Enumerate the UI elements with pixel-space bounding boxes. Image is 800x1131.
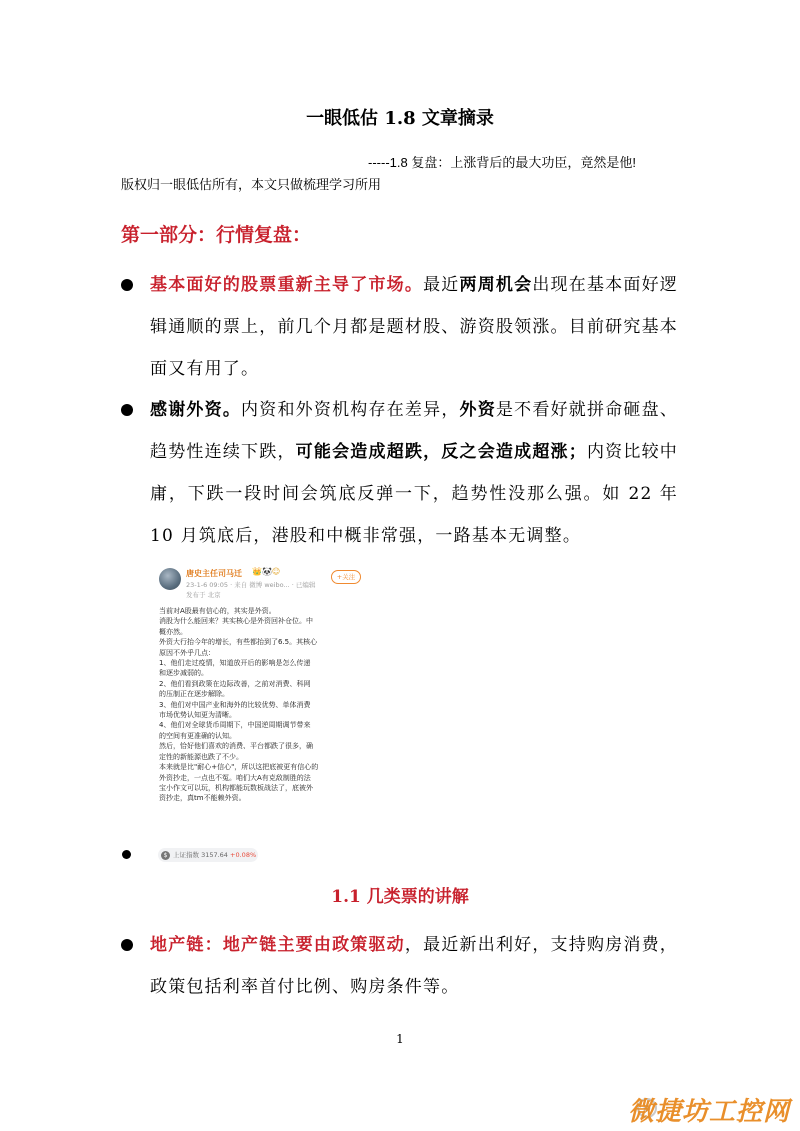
bullet-text: ，最近新出利好，支持购房消费，政策包括利率首付比例、购房条件等。 (150, 935, 678, 997)
watermark: 微捷坊工控网 (627, 1097, 790, 1127)
weibo-text-line: 1、他们走过疫情，知道放开后的影响是怎么传递 (159, 659, 311, 668)
weibo-text-line: 4、他们对全球货币周期下，中国逆周期调节带来 (159, 721, 311, 730)
stock-coin-icon: $ (161, 851, 170, 860)
section-heading: 第一部分：行情复盘： (121, 224, 312, 246)
bullet-dot (121, 279, 133, 291)
bullet-dot (122, 850, 131, 859)
bullet-dot (121, 939, 133, 951)
weibo-text-line: 本来就是比"耐心+信心"，所以这把底被更有信心的 (159, 763, 319, 772)
bullet-text: 内资比较中庸，下跌一段时间会筑底反弹一下，趋势性没那么强。如 22 年 10 月筑底后，港股和中概非常强，一路基本无调整。 (150, 442, 679, 546)
avatar (159, 568, 181, 590)
weibo-post-body (159, 606, 369, 804)
weibo-text-line: 当前对A股最有信心的，其实是外资。 (159, 607, 276, 615)
bullet-emphasis: 外资 (459, 400, 496, 420)
weibo-text-line: 然后，恰好他们喜欢的消费、平台都跌了很多，确 (159, 742, 313, 751)
weibo-text-line: 消股为什么能回来？其实核心是外资回补仓位。中 (159, 617, 313, 626)
follow-button[interactable]: +关注 (331, 570, 361, 584)
weibo-text-line: 市场优势认知更为清晰。 (159, 711, 236, 720)
badge-icons: 👑🐼☺ (252, 567, 281, 576)
weibo-text-line: 资抄走，真tm不能赖外资。 (159, 794, 246, 803)
weibo-post-date: 23-1-6 09:05 · 来自 微博 weibo... · 已编辑 (186, 581, 316, 589)
weibo-text-line: 外资大行抬今年的增长，有些都抬到了6.5。其核心 (159, 638, 318, 647)
document-subtitle: -----1.8 复盘：上涨背后的最大功臣，竟然是他! (368, 155, 636, 170)
document-title: 一眼低估 1.8 文章摘录 (306, 108, 494, 129)
weibo-username: 唐史主任司马迁 (186, 569, 242, 578)
weibo-text-line: 3、他们对中国产业和海外的比较优势、单体消费 (159, 700, 311, 709)
bullet-lead: 感谢外资。 (150, 400, 242, 420)
page-number: 1 (396, 1032, 404, 1046)
weibo-text-line: 的空间有更准确的认知。 (159, 731, 236, 740)
bullet-lead: 基本面好的股票重新主导了市场。 (150, 275, 424, 295)
bullet-text: 最近 (423, 275, 460, 295)
bullet-lead: 地产链：地产链主要由政策驱动 (150, 935, 405, 955)
weibo-text-line: 定性的新能源也跌了不少。 (159, 752, 243, 761)
weibo-text-line: 原因不外乎几点： (159, 648, 215, 657)
weibo-post-screenshot (150, 560, 374, 868)
weibo-text-line: 宝小作文可以玩，机构都能玩数板战法了，底被外 (159, 783, 313, 792)
bullet-paragraph-real-estate (150, 924, 678, 1008)
stock-index-change: +0.08% (230, 851, 257, 859)
stock-index-label: 上证指数 3157.64 (173, 851, 228, 859)
weibo-text-line: 的压制正在逐步解除。 (159, 690, 229, 699)
bullet-paragraph-foreign-capital (150, 389, 678, 557)
bullet-paragraph-fundamentals (150, 264, 678, 390)
sub-heading: 1.1 几类票的讲解 (331, 887, 469, 907)
weibo-text-line: 概亦然。 (159, 627, 187, 636)
bullet-text: 出现在基本面好逻辑通顺的票上，前几个月都是题材股、游资股领涨。目前研究基本面又有用了。 (150, 275, 678, 379)
weibo-text-line: 和逐步减弱的。 (159, 669, 208, 678)
weibo-post-location: 发布于 北京 (186, 591, 221, 599)
stock-index-tag[interactable] (158, 848, 258, 862)
bullet-emphasis: 可能会造成超跌，反之会造成超涨； (295, 442, 587, 462)
weibo-text-line: 外资抄走，一点也不冤。咱们大A有克敌制胜的法 (159, 773, 311, 782)
bullet-text: 内资和外资机构存在差异， (241, 400, 460, 420)
copyright-notice: 版权归一眼低估所有，本文只做梳理学习所用 (121, 177, 382, 192)
bullet-emphasis: 两周机会 (459, 275, 533, 295)
bullet-text: 是不看好就拼命砸盘、趋势性连续下跌， (150, 400, 679, 462)
bullet-dot (121, 404, 133, 416)
weibo-text-line: 2、他们看到政策在边际改善，之前对消费、科网 (159, 679, 311, 688)
